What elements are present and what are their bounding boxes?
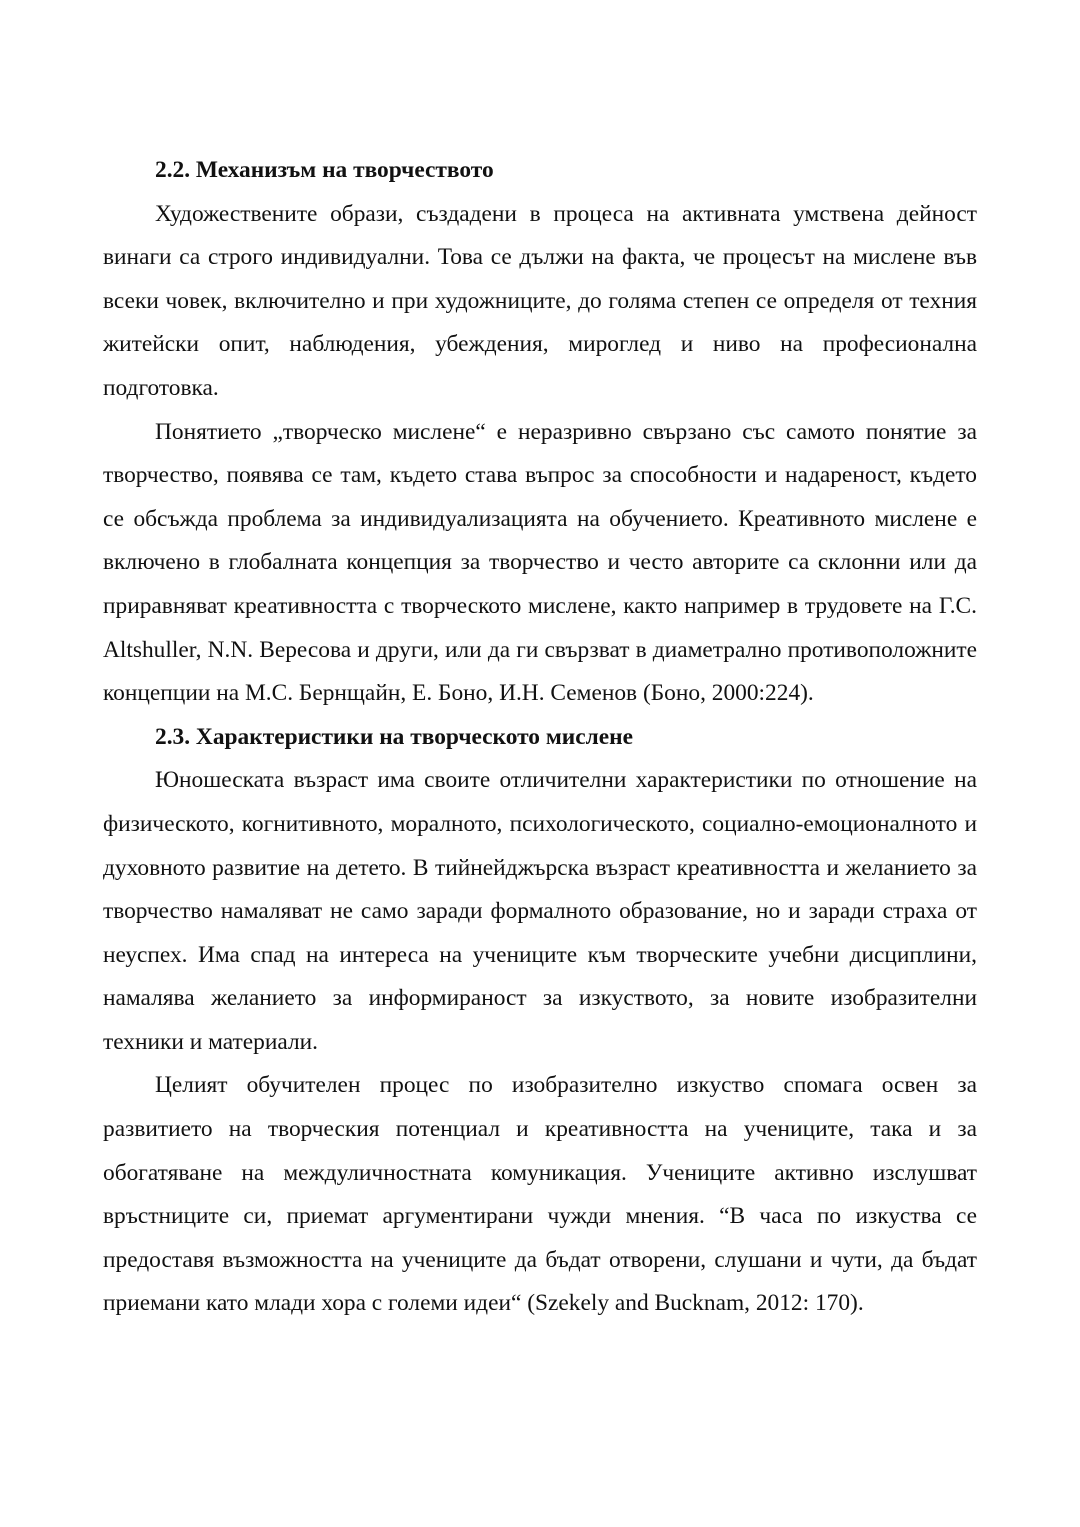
- document-body: [103, 149, 977, 1326]
- paragraph-creative-thinking-concept: Понятието „творческо мислене“ е неразривно свързано със самото понятие за творчество, появява се там, където става въпрос за способности и надареност, където се обсъжда проблема за индивидуализацията на обучението. Креативното мислене е включено в глобалната концепция за творчество и често авторите са склонни или да приравняват креативността с творческото мислене, както например в трудовете на Г.С. Altshuller, N.N. Вересова и други, или да ги свързват в диаметрално противоположните концепции на М.С. Бернщайн, Е. Боно, И.Н. Семенов (Боно, 2000:224).: [103, 418, 977, 707]
- paragraph-artistic-images: Художествените образи, създадени в процеса на активната умствена дейност винаги са строго индивидуални. Това се дължи на факта, че процесът на мислене във всеки човек, включително и при художниците, до голяма степен се определя от техния житейски опит, наблюдения, убеждения, мироглед и ниво на професионална подготовка.: [103, 200, 977, 401]
- section-heading-mechanism: 2.2. Механизъм на творчеството: [155, 157, 494, 183]
- paragraph-adolescent-age: Юношеската възраст има своите отличителни характеристики по отношение на физическото, когнитивното, моралното, психологическото, социално-емоционалното и духовното развитие на детето. В тийнейджърска възраст креативността и желанието за творчество намаляват не само заради формалното образование, но и заради страха от неуспех. Има спад на интереса на учениците към творческите учебни дисциплини, намалява желанието за информираност за изкуството, за новите изобразителни техники и материали.: [103, 767, 977, 1055]
- section-heading-characteristics: 2.3. Характеристики на творческото мислене: [155, 723, 633, 750]
- paragraph-learning-process: Целият обучителен процес по изобразително изкуство спомага освен за развитието на творческия потенциал и креативността на учениците, така и за обогатяване на междуличностната комуникация. Учениците активно изслушват връстниците си, приемат аргументирани чужди мнения. “В часа по изкуства се предоставя възможността на учениците да бъдат отворени, слушани и чути, да бъдат приемани като млади хора с големи идеи“ (Szekely and Bucknam, 2012: 170).: [103, 1072, 977, 1317]
